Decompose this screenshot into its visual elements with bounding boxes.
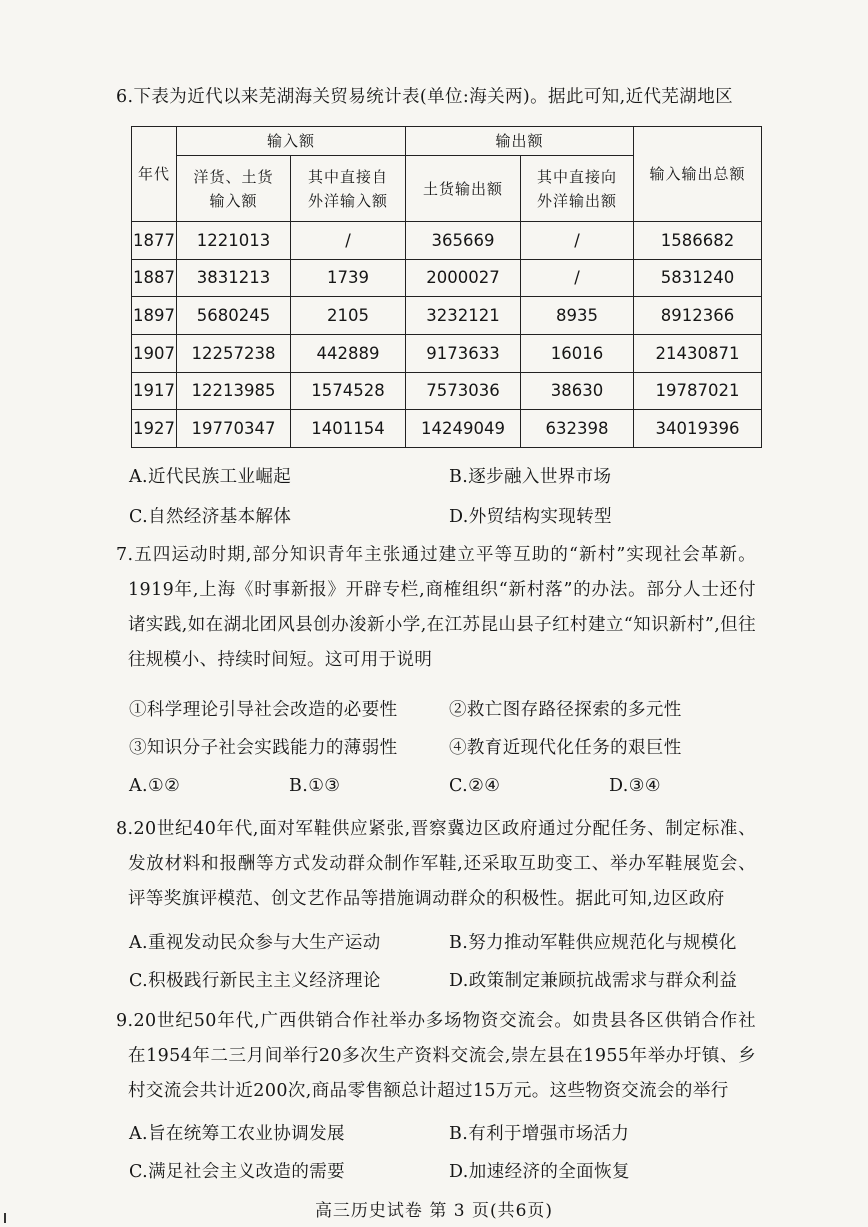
table-cell: 2105 <box>291 297 406 335</box>
q6-option-d: D.外贸结构实现转型 <box>449 507 612 527</box>
table-cell: 1401154 <box>291 410 406 448</box>
header-import: 输入额 <box>177 127 406 156</box>
q7-item-2: ②救亡图存路径探索的多元性 <box>449 700 682 720</box>
q7-option-a: A.①② <box>129 776 181 796</box>
table-row <box>132 410 762 448</box>
q9-option-a: A.旨在统筹工农业协调发展 <box>129 1124 345 1144</box>
table-cell: 21430871 <box>634 334 762 372</box>
table-cell: 34019396 <box>634 410 762 448</box>
table-cell: 19787021 <box>634 372 762 410</box>
table-cell: 12213985 <box>177 372 291 410</box>
table-cell: 632398 <box>521 410 634 448</box>
q9-option-d: D.加速经济的全面恢复 <box>449 1162 630 1182</box>
table-cell: 8935 <box>521 297 634 335</box>
q6-option-c: C.自然经济基本解体 <box>129 507 292 527</box>
table-cell: 3232121 <box>406 297 521 335</box>
scan-mark <box>4 1213 6 1223</box>
table-cell: 8912366 <box>634 297 762 335</box>
header-export-sub1: 土货输出额 <box>406 156 521 222</box>
table-cell: 12257238 <box>177 334 291 372</box>
table-cell: 1221013 <box>177 222 291 260</box>
table-row <box>132 259 762 297</box>
table-cell: 1739 <box>291 259 406 297</box>
question-6-stem: 6.下表为近代以来芜湖海关贸易统计表(单位:海关两)。据此可知,近代芜湖地区 <box>116 87 734 107</box>
q7-item-1: ①科学理论引导社会改造的必要性 <box>129 700 398 720</box>
table-cell: 1907 <box>132 334 177 372</box>
table-cell: 1887 <box>132 259 177 297</box>
table-row <box>132 297 762 335</box>
table-row <box>132 222 762 260</box>
q7-option-b: B.①③ <box>289 776 341 796</box>
table-row <box>132 334 762 372</box>
table-cell: 7573036 <box>406 372 521 410</box>
table-cell: 365669 <box>406 222 521 260</box>
table-cell: / <box>291 222 406 260</box>
q9-option-b: B.有利于增强市场活力 <box>449 1124 630 1144</box>
table-row <box>132 372 762 410</box>
q7-item-3: ③知识分子社会实践能力的薄弱性 <box>129 738 398 758</box>
table-cell: 1586682 <box>634 222 762 260</box>
header-year: 年代 <box>132 127 177 222</box>
question-7-stem: 7.五四运动时期,部分知识青年主张通过建立平等互助的“新村”实现社会革新。1919年,上海《时事新报》开辟专栏,商榷组织“新村落”的办法。部分人士还付诸实践,如在湖北团风县创办浚新小学,在江苏昆山县子红村建立“知识新村”,但往往规模小、持续时间短。这可用于说明 <box>116 545 756 670</box>
q8-option-b: B.努力推动军鞋供应规范化与规模化 <box>449 933 737 953</box>
q8-option-c: C.积极践行新民主主义经济理论 <box>129 971 381 991</box>
table-cell: 5831240 <box>634 259 762 297</box>
question-9-stem: 9.20世纪50年代,广西供销合作社举办多场物资交流会。如贵县各区供销合作社在1954年二三月间举行20多次生产资料交流会,崇左县在1955年举办圩镇、乡村交流会共计近200次,商品零售额总计超过15万元。这些物资交流会的举行 <box>116 1011 756 1101</box>
page-footer: 高三历史试卷 第 3 页(共6页) <box>314 1201 554 1221</box>
table-cell: 1897 <box>132 297 177 335</box>
table-cell: 19770347 <box>177 410 291 448</box>
table-cell: / <box>521 259 634 297</box>
table-cell: 1927 <box>132 410 177 448</box>
q6-option-b: B.逐步融入世界市场 <box>449 467 612 487</box>
header-import-sub2: 其中直接自外洋输入额 <box>291 156 406 222</box>
table-cell: 16016 <box>521 334 634 372</box>
q7-option-d: D.③④ <box>609 776 661 796</box>
table-cell: 14249049 <box>406 410 521 448</box>
table-cell: 442889 <box>291 334 406 372</box>
table-cell: 1574528 <box>291 372 406 410</box>
question-8-stem: 8.20世纪40年代,面对军鞋供应紧张,晋察冀边区政府通过分配任务、制定标准、发放材料和报酬等方式发动群众制作军鞋,还采取互助变工、举办军鞋展览会、评等奖旗评模范、创文艺作品等措施调动群众的积极性。据此可知,边区政府 <box>116 819 756 909</box>
header-total: 输入输出总额 <box>634 127 762 222</box>
table-cell: / <box>521 222 634 260</box>
q7-option-c: C.②④ <box>449 776 501 796</box>
trade-statistics-table <box>131 126 762 448</box>
table-cell: 3831213 <box>177 259 291 297</box>
header-export: 输出额 <box>406 127 634 156</box>
q7-item-4: ④教育近现代化任务的艰巨性 <box>449 738 682 758</box>
table-cell: 9173633 <box>406 334 521 372</box>
table-cell: 38630 <box>521 372 634 410</box>
q8-option-a: A.重视发动民众参与大生产运动 <box>129 933 381 953</box>
table-cell: 1877 <box>132 222 177 260</box>
header-export-sub2: 其中直接向外洋输出额 <box>521 156 634 222</box>
q8-option-d: D.政策制定兼顾抗战需求与群众利益 <box>449 971 738 991</box>
table-cell: 1917 <box>132 372 177 410</box>
q9-option-c: C.满足社会主义改造的需要 <box>129 1162 346 1182</box>
header-import-sub1: 洋货、土货输入额 <box>177 156 291 222</box>
table-cell: 5680245 <box>177 297 291 335</box>
q6-option-a: A.近代民族工业崛起 <box>129 467 292 487</box>
table-cell: 2000027 <box>406 259 521 297</box>
